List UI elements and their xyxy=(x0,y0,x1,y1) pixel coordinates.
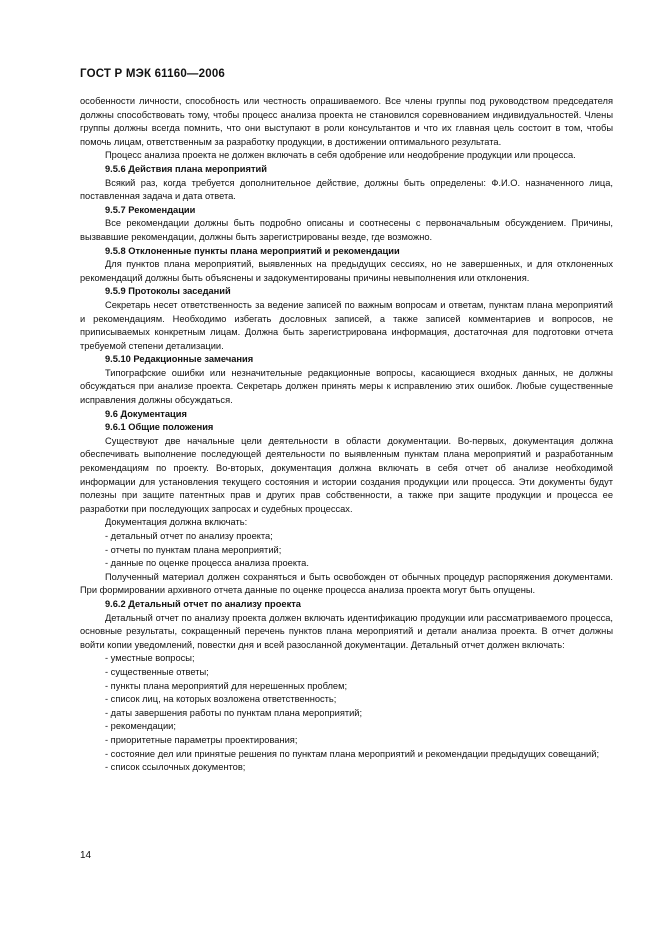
list-item: - список лиц, на которых возложена ответственность; xyxy=(105,694,337,705)
section-heading: 9.5.9 Протоколы заседаний xyxy=(105,286,231,297)
paragraph: Детальный отчет по анализу проекта должен включать идентификацию продукции или рассматриваемого процесса, основные результаты, сокращенный перечень пунктов плана мероприятий и детали анализа проекта. В отчет должны войти копии уведомлений, повестки дня и всей разосланной документации. Детальный отчет должен включать: xyxy=(80,612,613,650)
paragraph: Полученный материал должен сохраняться и быть освобожден от обычных процедур распоряжения документами. При формировании архивного отчета данные по оценке процесса анализа проекта могут быть опущены. xyxy=(80,571,613,596)
document-header: ГОСТ Р МЭК 61160—2006 xyxy=(80,68,226,80)
list-item: - список ссылочных документов; xyxy=(105,762,246,773)
list-item: - даты завершения работы по пунктам плана мероприятий; xyxy=(105,707,363,718)
list-item: - данные по оценке процесса анализа проекта. xyxy=(105,558,309,569)
section-heading: 9.5.7 Рекомендации xyxy=(105,204,196,215)
paragraph: Процесс анализа проекта не должен включать в себя одобрение или неодобрение продукции или процесса. xyxy=(105,150,576,161)
page-number: 14 xyxy=(80,850,92,861)
paragraph: Существуют две начальные цели деятельности в области документации. Во-первых, документация должна обеспечивать выполнение последующей деятельности по выявленным пунктам плана мероприятий и разработанным рекомендациям по проекту. Во-вторых, документация должна включать в себя отчет об анализе необходимой информации для установления текущего состояния и истории создания продукции или процесса. Эти документы будут полезны при защите патентных прав и других прав собственности, а также при защите продукции и процесса ее разработки при последующих запросах и судебных процессах. xyxy=(80,435,613,514)
section-heading: 9.6.2 Детальный отчет по анализу проекта xyxy=(105,598,301,609)
section-heading: 9.6 Документация xyxy=(105,408,187,419)
paragraph: Документация должна включать: xyxy=(105,517,248,528)
section-heading: 9.5.8 Отклоненные пункты плана мероприятий и рекомендации xyxy=(105,245,400,256)
list-item: - пункты плана мероприятий для нерешенных проблем; xyxy=(105,680,348,691)
section-heading: 9.5.10 Редакционные замечания xyxy=(105,354,254,365)
section-heading: 9.5.6 Действия плана мероприятий xyxy=(105,163,267,174)
paragraph: Секретарь несет ответственность за ведение записей по важным вопросам и ответам, пунктам плана мероприятий и рекомендациям. Необходимо избегать дословных записей, а также записей комментариев и вопросов, не приписываемых конкретным лицам. Должна быть зарегистрирована информация, достаточная для подготовки отчета требуемой степени детализации. xyxy=(80,299,613,351)
paragraph: Типографские ошибки или незначительные редакционные вопросы, касающиеся входных данных, не должны обсуждаться при анализе проекта. Секретарь должен принять меры к исправлению этих ошибок. Любые существенные исправления должны обсуждаться. xyxy=(80,367,613,406)
list-item: - рекомендации; xyxy=(105,721,176,732)
list-item: - приоритетные параметры проектирования; xyxy=(105,734,298,745)
section-heading: 9.6.1 Общие положения xyxy=(105,422,214,433)
list-item: - существенные ответы; xyxy=(105,666,209,677)
paragraph: Для пунктов плана мероприятий, выявленных на предыдущих сессиях, но не завершенных, и для отклоненных рекомендаций должны быть объяснены и задокументированы причины невыполнения или отклонения. xyxy=(80,259,613,283)
list-item: - уместные вопросы; xyxy=(105,653,195,664)
list-item: - состояние дел или принятые решения по пунктам плана мероприятий и рекомендации предыдущих совещаний; xyxy=(105,748,600,759)
list-item: - отчеты по пунктам плана мероприятий; xyxy=(105,544,282,555)
paragraph: особенности личности, способность или честность опрашиваемого. Все члены группы под руководством председателя должны способствовать тому, чтобы процесс анализа проекта не становился соревнованием индивидуальностей. Члены группы должны всегда помнить, что они выступают в роли консультантов и что их главная цель состоит в том, чтобы помочь лицам, ответственным за разработку продукции, в достижении оптимального результата. xyxy=(80,96,613,147)
paragraph: Всякий раз, когда требуется дополнительное действие, должны быть определены: Ф.И.О. назначенного лица, поставленная задача и дата ответа. xyxy=(80,177,613,202)
document-body xyxy=(80,95,613,775)
list-item: - детальный отчет по анализу проекта; xyxy=(105,531,273,541)
paragraph: Все рекомендации должны быть подробно описаны и соотнесены с первоначальным обсуждением. Причины, вызвавшие рекомендации, должны быть зарегистрированы везде, где возможно. xyxy=(80,218,613,242)
